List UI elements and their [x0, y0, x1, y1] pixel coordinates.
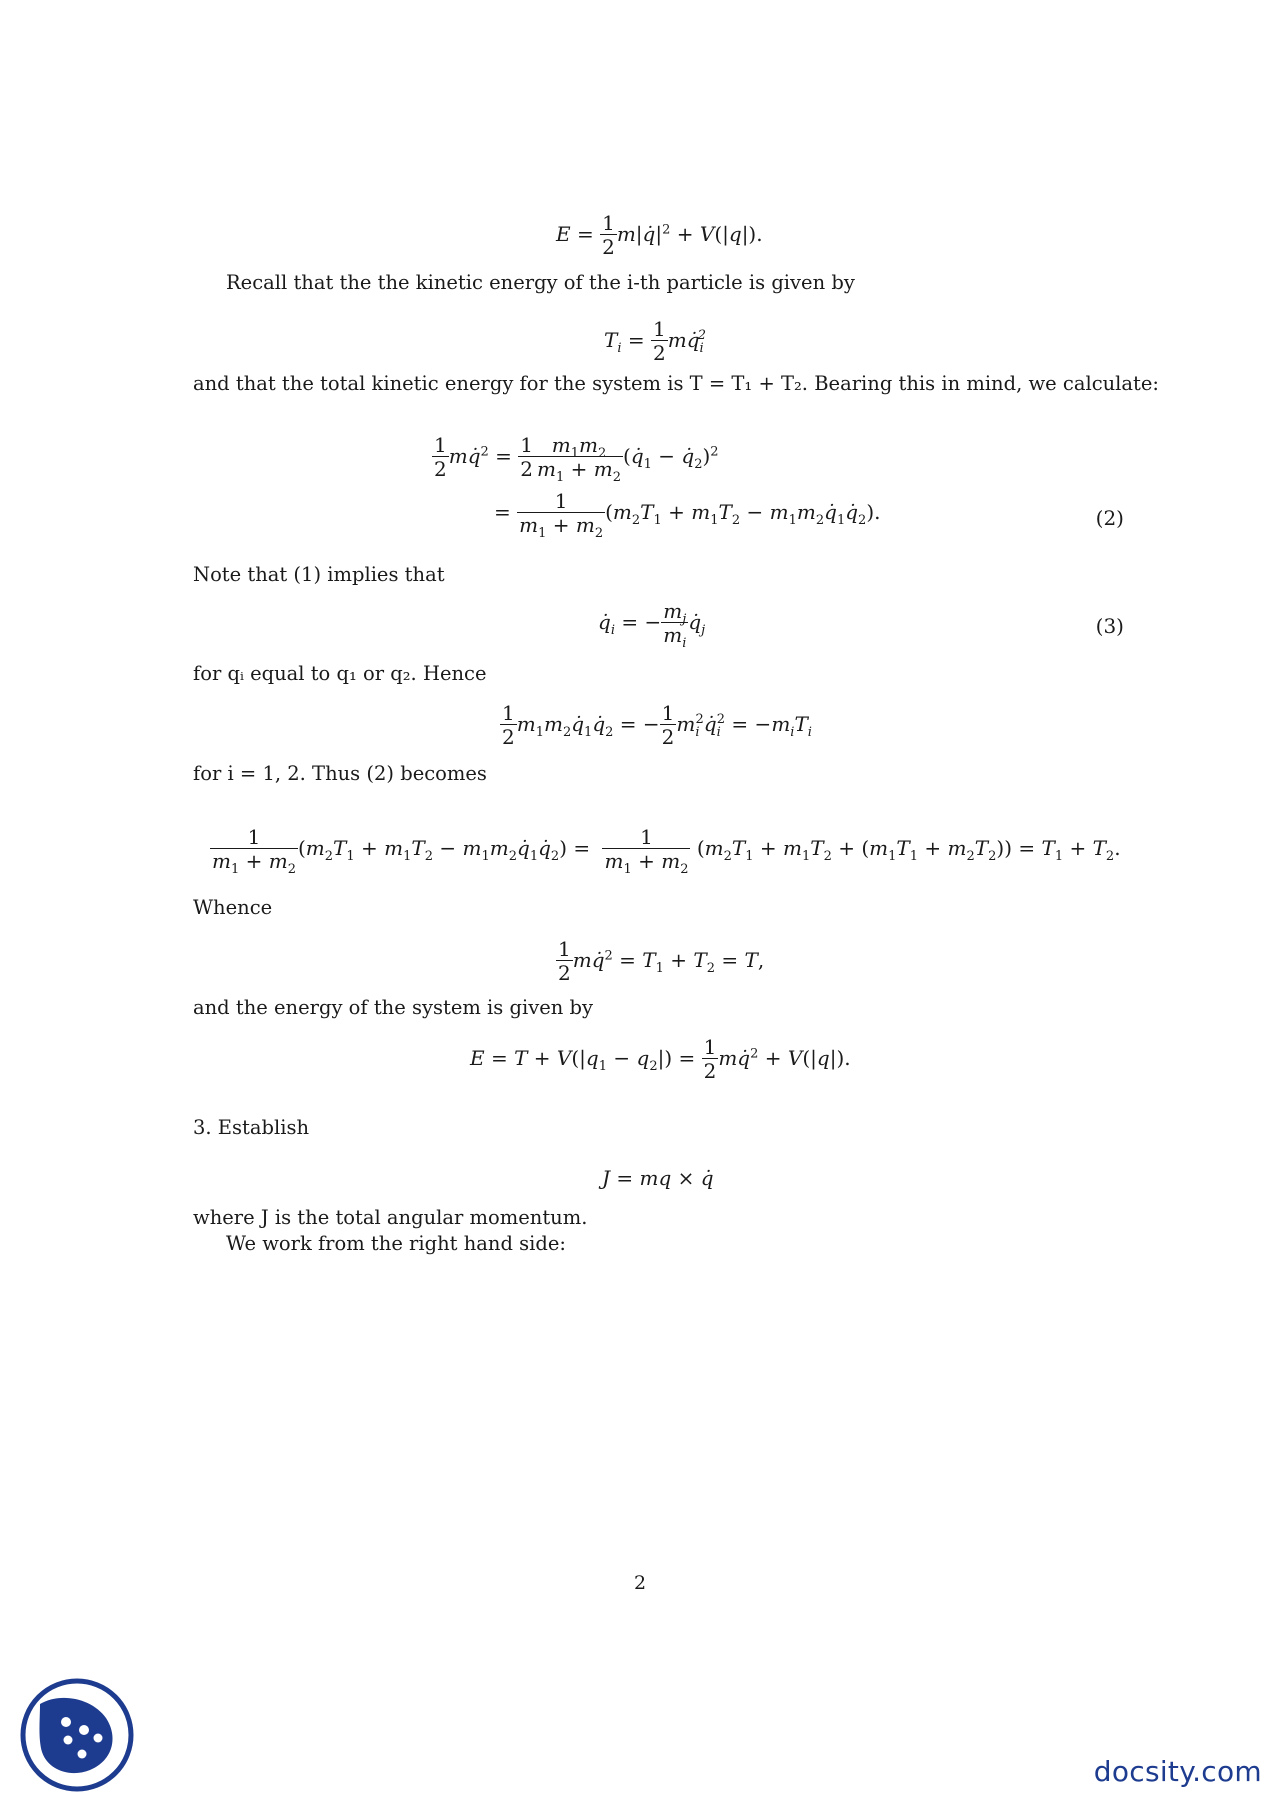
equation-kinetic-particle: $T_i$ = $\frac{1}{2}$ $mq̇_i^2$: [604, 317, 706, 365]
equation-number-3: (3): [1095, 614, 1124, 638]
equation-total-energy: $E = T + V(|q_1 - q_2|)$ = $\frac{1}{2}$ mq̇$^2$ + V(|q|).: [470, 1035, 851, 1083]
paragraph-where-j: where J is the total angular momentum.: [193, 1206, 588, 1229]
equation-substitution: $\frac{1}{m_1 + m_2}$ ($m_2T_1 + m_1T_2$ − $m_1m_2q̇_1q̇_2$) = $\frac{1}{m_1 + m_2}$ $(m_2T_1 + m_1T_2 + (m_1T_1 + m_2T_2)) = T_1 + T_2$.: [212, 825, 1121, 877]
equation-energy-intro: E = $\frac{1}{2}$ $m|q̇|^2 + V(|q|)$.: [556, 211, 763, 259]
equation-aligned-line2: = $\frac{1}{m_1 + m_2}$ ($m_2T_1 + m_1T_2$ − $m_1m_2q̇_1q̇_2$).: [494, 489, 881, 541]
page-number: 2: [633, 1572, 647, 1594]
equation-aligned-line1: $\frac{1}{2}$ mq̇$^2$ = $\frac{1}{2}$ $\frac{m_1m_2}{m_1 + m_2}$ ($q̇_1$ − $q̇_2)^2$: [434, 433, 719, 485]
paragraph-for-i: for i = 1, 2. Thus (2) becomes: [193, 762, 487, 785]
equation-kinetic-total: $\frac{1}{2}$ mq̇$^2$ = $T_1 + T_2 = T$,: [558, 937, 765, 985]
equation-velocity-relation: $q̇_i$ = − $\frac{m_j}{m_i}$ $q̇_j$: [598, 599, 706, 651]
equation-angular-momentum: J = mq × q̇: [602, 1166, 714, 1190]
paragraph-establish: 3. Establish: [193, 1116, 310, 1139]
paragraph-recall: Recall that the the kinetic energy of the i-th particle is given by: [226, 271, 855, 294]
paragraph-total-ke: and that the total kinetic energy for the system is T = T₁ + T₂. Bearing this in mind, we calculate:: [193, 372, 1159, 395]
equation-number-2: (2): [1095, 506, 1124, 530]
docsity-logo-icon[interactable]: [20, 1678, 134, 1792]
docsity-brand-link[interactable]: docsity.com: [1093, 1755, 1262, 1788]
paragraph-energy-given: and the energy of the system is given by: [193, 996, 594, 1019]
equation-cross-term: $\frac{1}{2}$ $m_1m_2q̇_1q̇_2$ = − $\frac{1}{2}$ $m_i^2q̇_i^2 = -m_iT_i$: [502, 701, 812, 749]
paragraph-for-qi: for qᵢ equal to q₁ or q₂. Hence: [193, 662, 487, 685]
paragraph-whence: Whence: [193, 896, 273, 919]
paragraph-work-from: We work from the right hand side:: [226, 1232, 566, 1255]
paragraph-note: Note that (1) implies that: [193, 563, 445, 586]
